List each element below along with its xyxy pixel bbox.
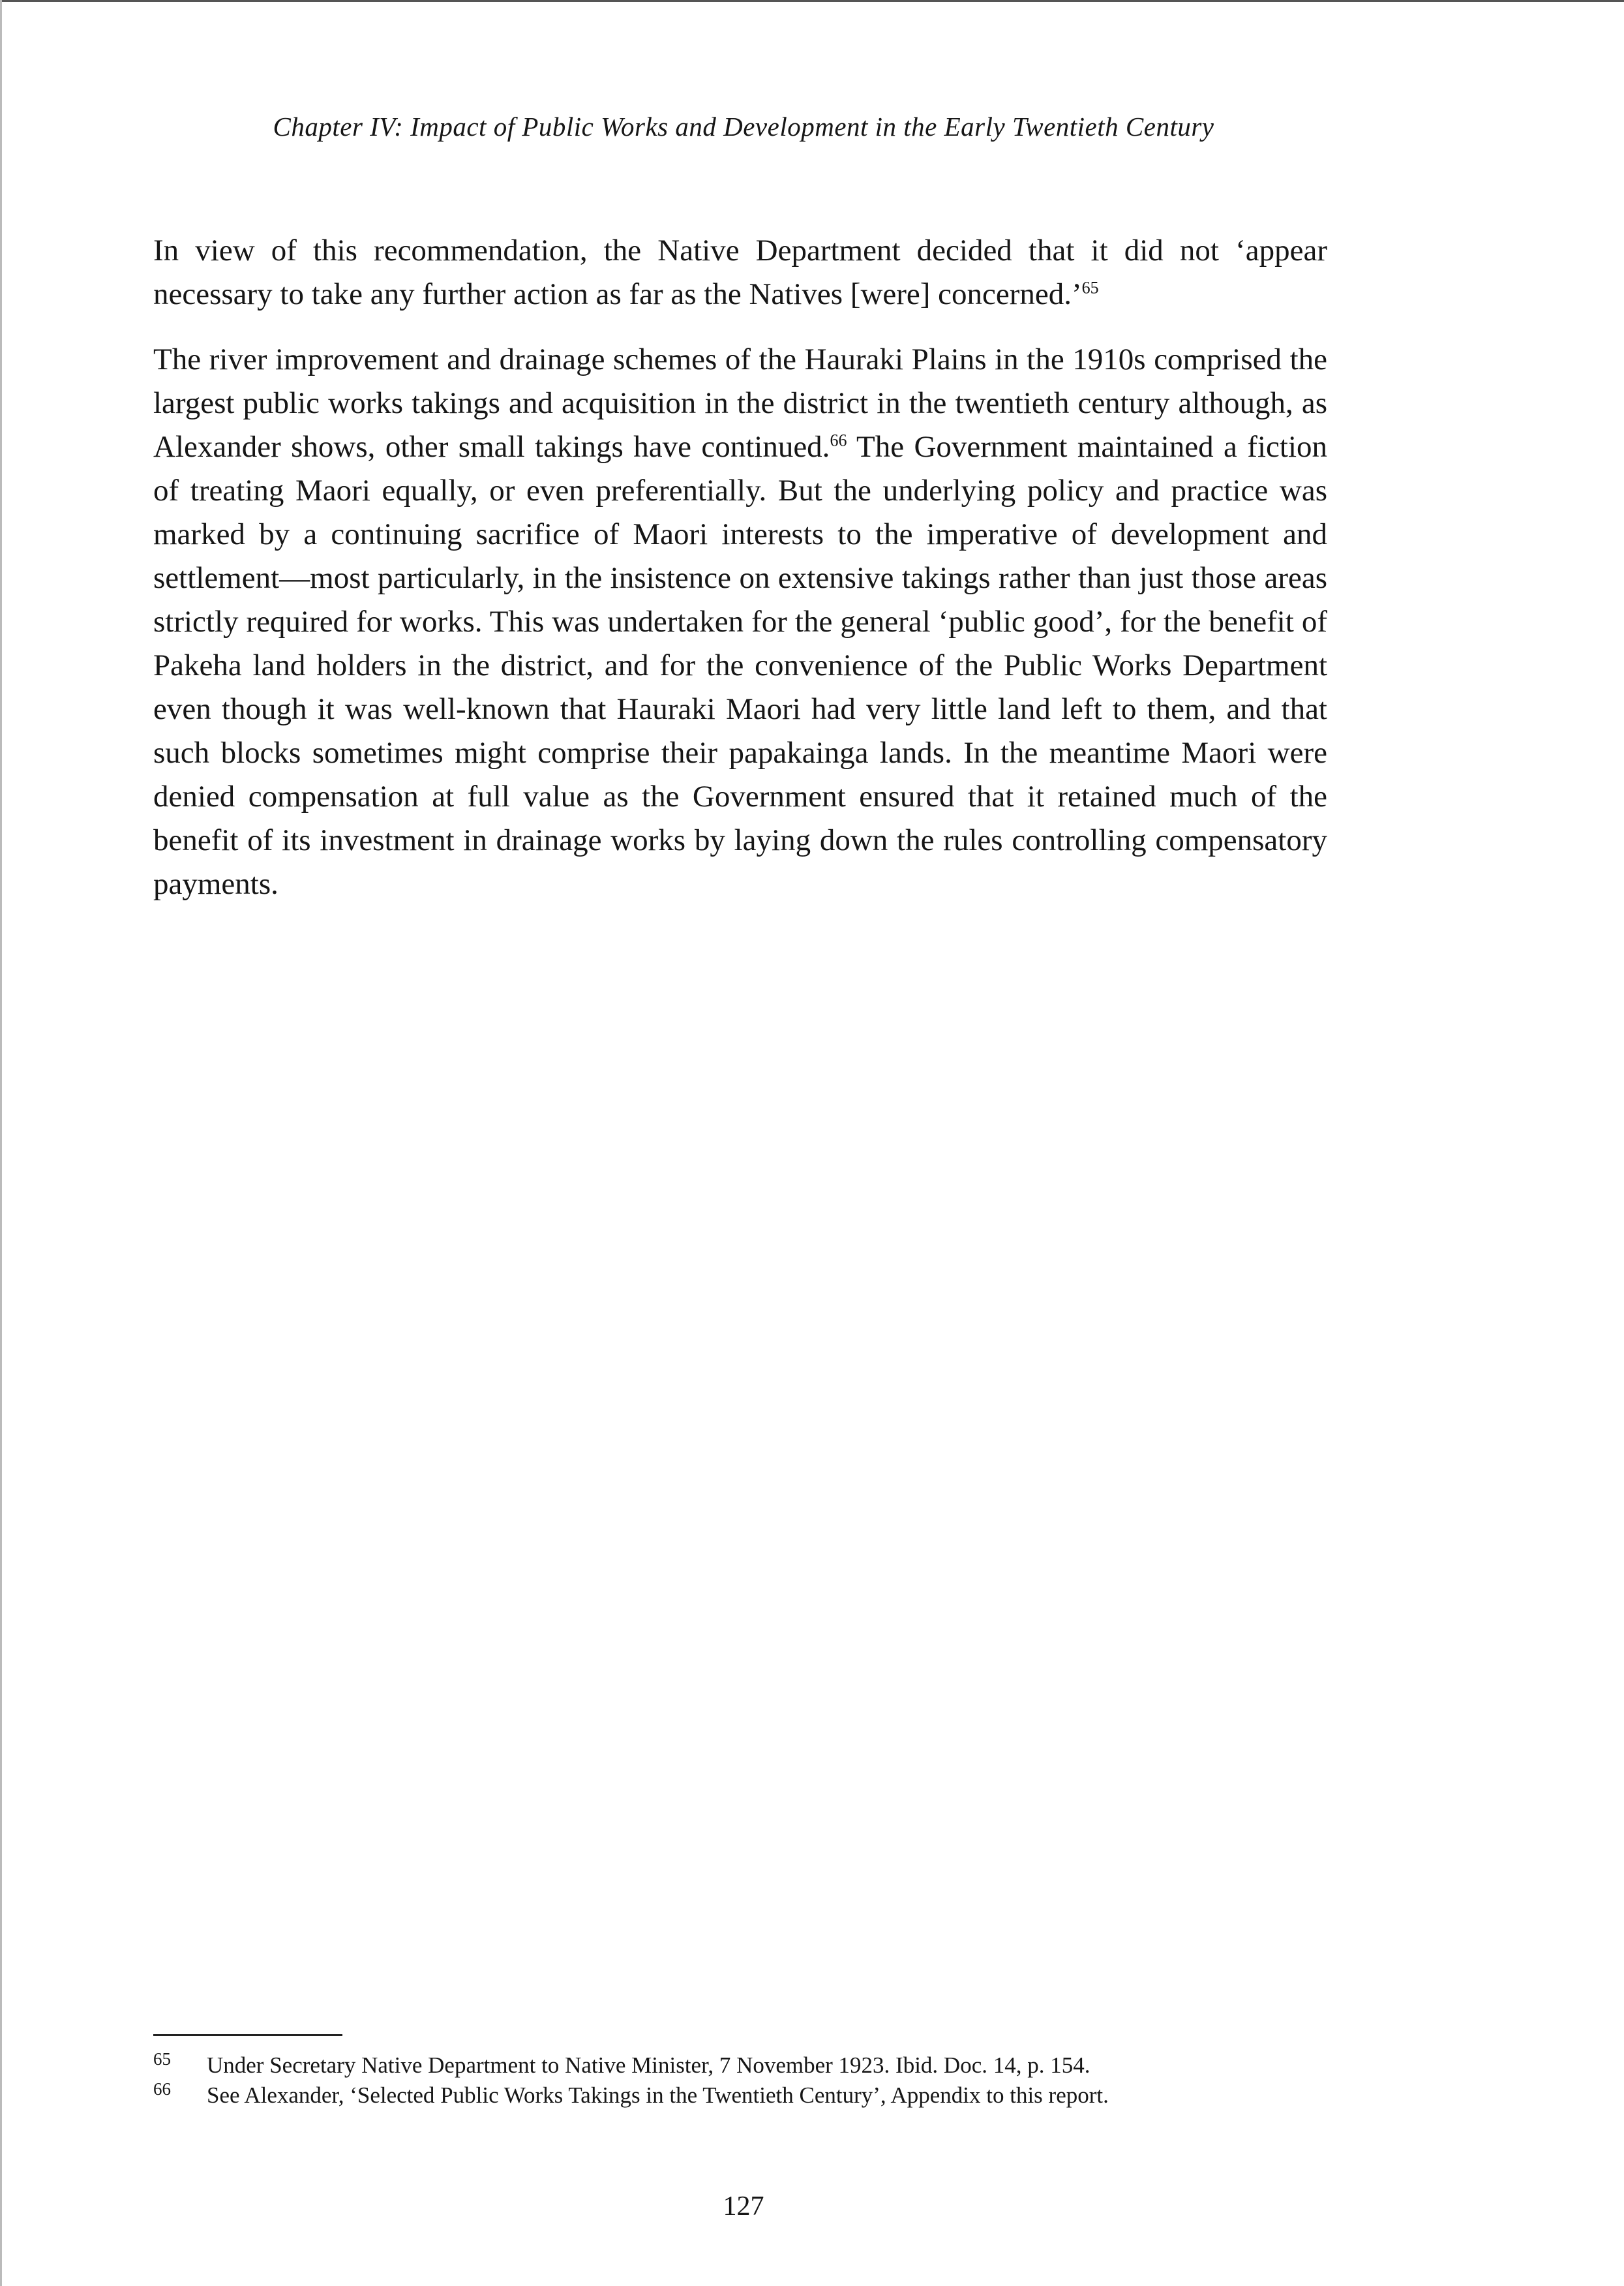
footnote-ref-65[interactable]: 65 xyxy=(1081,278,1099,297)
footnote-ref-66[interactable]: 66 xyxy=(830,431,847,450)
body-paragraph-1 xyxy=(153,229,1327,316)
paragraph-2-text-a: The river improvement and drainage schemes of the Hauraki Plains in the 1910s comprised the largest public works takings and acquisition in the district in the twentieth century although, as Alexander shows, other small takings have continued. xyxy=(153,343,1327,464)
scan-edge-top xyxy=(0,0,1624,2)
running-header: Chapter IV: Impact of Public Works and Development in the Early Twentieth Century xyxy=(273,112,1214,142)
paragraph-2-text-b: The Government maintained a fiction of treating Maori equally, or even preferentially. But the underlying policy and practice was marked by a continuing sacrifice of Maori interests to the imperative of development and settlement—most particularly, in the insistence on extensive takings rather than just those areas strictly required for works. This was undertaken for the general ‘public good’, for the benefit of Pakeha land holders in the district, and for the convenience of the Public Works Department even though it was well-known that Hauraki Maori had very little land left to them, and that such blocks sometimes might comprise their papakainga lands. In the meantime Maori were denied compensation at full value as the Government ensured that it retained much of the benefit of its investment in drainage works by laying down the rules controlling compensatory payments. xyxy=(153,430,1327,901)
footnote-text: Under Secretary Native Department to Native Minister, 7 November 1923. Ibid. Doc. 14, p. 154. xyxy=(207,2052,1090,2078)
scan-edge-left xyxy=(0,0,2,2286)
footnote-number: 65 xyxy=(153,2049,171,2069)
page-number: 127 xyxy=(723,2191,764,2221)
footnote-text: See Alexander, ‘Selected Public Works Takings in the Twentieth Century’, Appendix to this report. xyxy=(207,2082,1109,2108)
footnote-number: 66 xyxy=(153,2079,171,2099)
paragraph-1-text: In view of this recommendation, the Native Department decided that it did not ‘appear necessary to take any further action as far as the Natives [were] concerned.’ xyxy=(153,234,1327,311)
body-paragraph-2 xyxy=(153,338,1327,906)
footnote-divider xyxy=(153,2034,342,2036)
